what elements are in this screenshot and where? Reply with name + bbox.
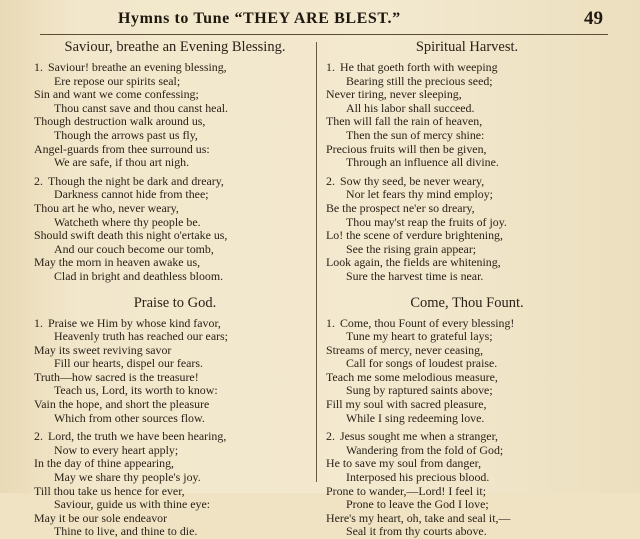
verse-line: Streams of mercy, never ceasing, xyxy=(326,344,608,358)
hymn-title: Spiritual Harvest. xyxy=(326,38,608,56)
verse-line xyxy=(34,430,316,444)
stanza xyxy=(34,430,316,539)
verse-line xyxy=(326,317,608,331)
verse-line: Tune my heart to grateful lays; xyxy=(326,330,608,344)
stanza xyxy=(326,61,608,170)
verse-line: Thou art he who, never weary, xyxy=(34,202,316,216)
verse-line: Thou may'st reap the fruits of joy. xyxy=(326,216,608,230)
stanza-number: 2. xyxy=(34,430,48,444)
verse-line: All his labor shall succeed. xyxy=(326,102,608,116)
verse-line: Precious fruits will then be given, xyxy=(326,143,608,157)
verse-line: See the rising grain appear; xyxy=(326,243,608,257)
verse-line: Heavenly truth has reached our ears; xyxy=(34,330,316,344)
verse-line: Call for songs of loudest praise. xyxy=(326,357,608,371)
stanza-number: 2. xyxy=(326,430,340,444)
hymn xyxy=(326,38,608,284)
verse-line: Sin and want we come confessing; xyxy=(34,88,316,102)
verse-line: Look again, the fields are whitening, xyxy=(326,256,608,270)
verse-line: Truth—how sacred is the treasure! xyxy=(34,371,316,385)
stanza-number: 1. xyxy=(326,317,340,331)
verse-line: Here's my heart, oh, take and seal it,— xyxy=(326,512,608,526)
header-rule xyxy=(40,34,608,35)
verse-line: Nor let fears thy mind employ; xyxy=(326,188,608,202)
hymn-title: Saviour, breathe an Evening Blessing. xyxy=(34,38,316,56)
verse-line xyxy=(34,61,316,75)
verse-line: Till thou take us hence for ever, xyxy=(34,485,316,499)
verse-line xyxy=(326,175,608,189)
verse-line: Though the arrows past us fly, xyxy=(34,129,316,143)
verse-text: Come, thou Fount of every blessing! xyxy=(340,316,514,330)
verse-text: Sow thy seed, be never weary, xyxy=(340,174,484,188)
verse-line xyxy=(326,61,608,75)
verse-line: Fill my soul with sacred pleasure, xyxy=(326,398,608,412)
verse-line: Which from other sources flow. xyxy=(34,412,316,426)
stanza-number: 2. xyxy=(34,175,48,189)
verse-line: Clad in bright and deathless bloom. xyxy=(34,270,316,284)
stanza-number: 1. xyxy=(34,61,48,75)
hymn xyxy=(34,294,316,539)
verse-line: Now to every heart apply; xyxy=(34,444,316,458)
running-title: Hymns to Tune “THEY ARE BLEST.” xyxy=(118,10,401,28)
hymn-title: Come, Thou Fount. xyxy=(326,294,608,312)
verse-line: Darkness cannot hide from thee; xyxy=(34,188,316,202)
stanza-number: 1. xyxy=(34,317,48,331)
verse-line: Thine to live, and thine to die. xyxy=(34,525,316,539)
stanza xyxy=(34,61,316,170)
verse-line: Should swift death this night o'ertake us, xyxy=(34,229,316,243)
verse-line: In the day of thine appearing, xyxy=(34,457,316,471)
verse-line: May it be our sole endeavor xyxy=(34,512,316,526)
verse-text: He that goeth forth with weeping xyxy=(340,60,498,74)
verse-line: Lo! the scene of verdure brightening, xyxy=(326,229,608,243)
verse-line: Vain the hope, and short the pleasure xyxy=(34,398,316,412)
verse-line: Wandering from the fold of God; xyxy=(326,444,608,458)
verse-line xyxy=(34,175,316,189)
verse-line xyxy=(326,430,608,444)
verse-line: Though destruction walk around us, xyxy=(34,115,316,129)
verse-text: Jesus sought me when a stranger, xyxy=(340,429,498,443)
verse-line: Ere repose our spirits seal; xyxy=(34,75,316,89)
verse-text: Lord, the truth we have been hearing, xyxy=(48,429,226,443)
stanza xyxy=(34,175,316,284)
page-header xyxy=(0,6,640,36)
verse-line: Fill our hearts, dispel our fears. xyxy=(34,357,316,371)
verse-line: Never tiring, never sleeping, xyxy=(326,88,608,102)
page-number: 49 xyxy=(584,8,603,30)
hymn-title: Praise to God. xyxy=(34,294,316,312)
verse-line: We are safe, if thou art nigh. xyxy=(34,156,316,170)
column-divider xyxy=(316,42,317,482)
hymn xyxy=(34,38,316,284)
verse-line: Saviour, guide us with thine eye: xyxy=(34,498,316,512)
left-column xyxy=(34,38,316,539)
stanza-number: 2. xyxy=(326,175,340,189)
stanza xyxy=(34,317,316,426)
verse-line: Interposed his precious blood. xyxy=(326,471,608,485)
verse-line: May the morn in heaven awake us, xyxy=(34,256,316,270)
stanza xyxy=(326,175,608,284)
verse-line: And our couch become our tomb, xyxy=(34,243,316,257)
stanza xyxy=(326,430,608,539)
verse-line: Then will fall the rain of heaven, xyxy=(326,115,608,129)
verse-line: Thou canst save and thou canst heal. xyxy=(34,102,316,116)
verse-line: Teach us, Lord, its worth to know: xyxy=(34,384,316,398)
verse-line: Prone to wander,—Lord! I feel it; xyxy=(326,485,608,499)
verse-line: While I sing redeeming love. xyxy=(326,412,608,426)
verse-line: Sung by raptured saints above; xyxy=(326,384,608,398)
verse-line: Prone to leave the God I love; xyxy=(326,498,608,512)
verse-line xyxy=(34,317,316,331)
verse-text: Praise we Him by whose kind favor, xyxy=(48,316,221,330)
verse-line: Be the prospect ne'er so dreary, xyxy=(326,202,608,216)
verse-line: May its sweet reviving savor xyxy=(34,344,316,358)
verse-line: Angel-guards from thee surround us: xyxy=(34,143,316,157)
verse-line: Seal it from thy courts above. xyxy=(326,525,608,539)
verse-text: Though the night be dark and dreary, xyxy=(48,174,224,188)
stanza xyxy=(326,317,608,426)
verse-line: Watcheth where thy people be. xyxy=(34,216,316,230)
verse-line: Bearing still the precious seed; xyxy=(326,75,608,89)
hymn xyxy=(326,294,608,539)
verse-line: Teach me some melodious measure, xyxy=(326,371,608,385)
stanza-number: 1. xyxy=(326,61,340,75)
verse-line: He to save my soul from danger, xyxy=(326,457,608,471)
right-column xyxy=(326,38,608,539)
verse-text: Saviour! breathe an evening blessing, xyxy=(48,60,227,74)
verse-line: May we share thy people's joy. xyxy=(34,471,316,485)
verse-line: Sure the harvest time is near. xyxy=(326,270,608,284)
verse-line: Then the sun of mercy shine: xyxy=(326,129,608,143)
verse-line: Through an influence all divine. xyxy=(326,156,608,170)
